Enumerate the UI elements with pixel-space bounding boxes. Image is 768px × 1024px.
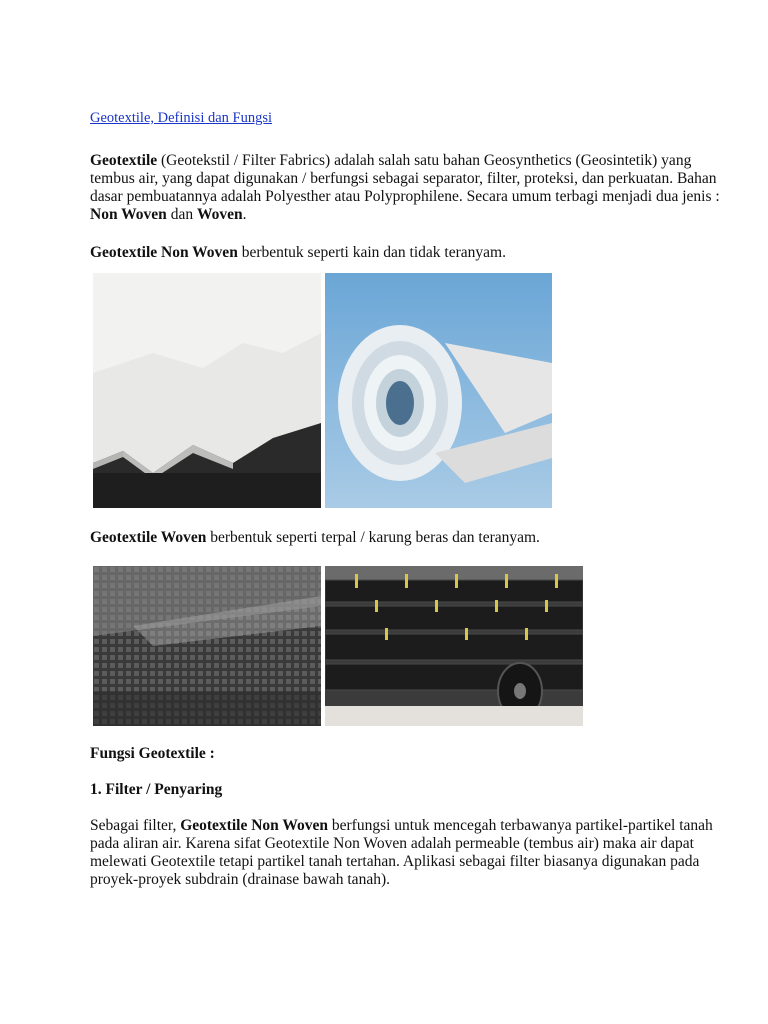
title-link[interactable]: Geotextile, Definisi dan Fungsi: [90, 110, 273, 126]
filter-text1: Sebagai filter,: [90, 817, 181, 834]
nonwoven-image-row: [93, 273, 552, 508]
woven-section: [90, 529, 720, 547]
intro-type1: Non Woven: [90, 206, 167, 223]
woven-image-row: [93, 566, 583, 726]
woven-sheet-image: [93, 566, 321, 726]
nonwoven-term: Geotextile Non Woven: [90, 244, 238, 261]
intro-end: .: [242, 206, 247, 223]
intro-term: Geotextile: [90, 152, 158, 169]
filter-heading-text: 1. Filter / Penyaring: [90, 781, 223, 798]
woven-paragraph: [90, 529, 720, 547]
fungsi-heading: [90, 745, 720, 763]
filter-text2: berfungsi untuk mencegah terbawanya partikel-partikel tanah pada aliran air. Karena sifat Geotextile Non Woven adalah permeable (tembus air) maka air dapat melewati Geotextile tetapi partikel tanah tertahan. Aplikasi sebagai filter biasanya digunakan pada proyek-proyek subdrain (drainase bawah tanah).: [90, 817, 713, 888]
document-content: [90, 109, 720, 262]
woven-text: berbentuk seperti terpal / karung beras dan teranyam.: [206, 529, 540, 546]
intro-and: dan: [166, 206, 197, 223]
nonwoven-paragraph: [90, 244, 720, 262]
filter-paragraph: [90, 817, 720, 889]
intro-type2: Woven: [196, 206, 243, 223]
fungsi-section: [90, 745, 720, 889]
woven-term: Geotextile Woven: [90, 529, 207, 546]
intro-text: (Geotekstil / Filter Fabrics) adalah salah satu bahan Geosynthetics (Geosintetik) yang tembus air, yang dapat digunakan / berfungsi sebagai separator, filter, proteksi, dan perkuatan. Bahan dasar pembuatannya adalah Polyesther atau Polyprophilene. Secara umum terbagi menjadi dua jenis :: [90, 152, 720, 205]
intro-paragraph: [90, 152, 720, 224]
nonwoven-roll-image: [325, 273, 552, 508]
filter-heading: [90, 781, 720, 799]
fungsi-heading-text: Fungsi Geotextile :: [90, 745, 215, 762]
nonwoven-sheet-image: [93, 273, 321, 508]
nonwoven-text: berbentuk seperti kain dan tidak teranyam.: [237, 244, 506, 261]
woven-rolls-image: [325, 566, 583, 726]
filter-term: Geotextile Non Woven: [180, 817, 329, 834]
